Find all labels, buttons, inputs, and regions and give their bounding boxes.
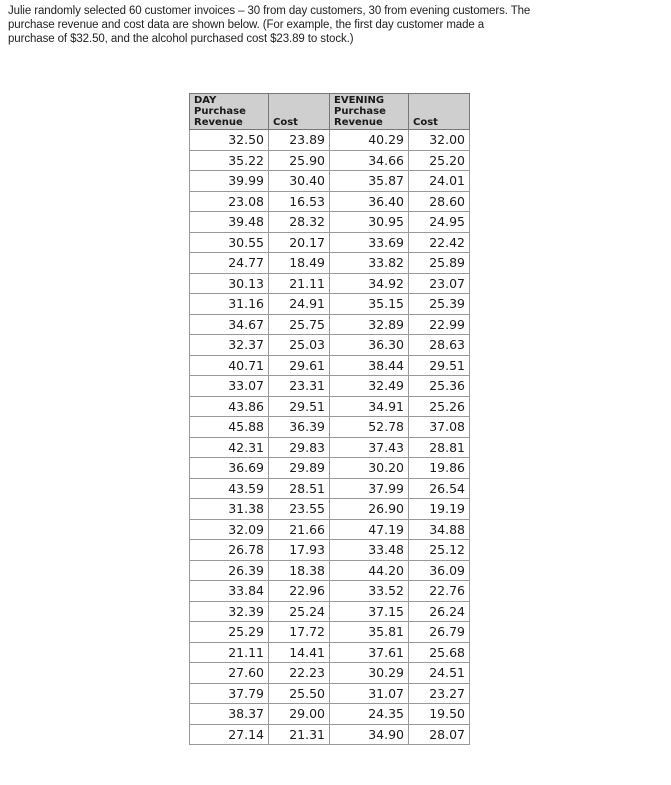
table-row: [190, 232, 470, 253]
table-row: [190, 704, 470, 725]
evening-revenue-cell: 35.81: [330, 622, 409, 643]
evening-cost-cell: 25.39: [409, 294, 470, 315]
evening-revenue-cell: 37.43: [330, 437, 409, 458]
day-revenue-cell: 27.14: [190, 724, 269, 745]
day-revenue-cell: 31.38: [190, 499, 269, 520]
day-cost-cell: 25.50: [269, 683, 330, 704]
day-revenue-cell: 39.48: [190, 212, 269, 233]
day-cost-cell: 21.31: [269, 724, 330, 745]
header-day-revenue: [190, 94, 269, 130]
header-day-cost: [269, 94, 330, 130]
day-revenue-cell: 40.71: [190, 355, 269, 376]
day-revenue-cell: 27.60: [190, 663, 269, 684]
day-cost-cell: 23.55: [269, 499, 330, 520]
intro-line-2: purchase revenue and cost data are shown below. (For example, the first day customer made a: [8, 19, 485, 31]
evening-revenue-cell: 37.99: [330, 478, 409, 499]
evening-revenue-cell: 24.35: [330, 704, 409, 725]
evening-revenue-cell: 38.44: [330, 355, 409, 376]
day-revenue-cell: 32.50: [190, 130, 269, 151]
table-row: [190, 663, 470, 684]
evening-cost-cell: 25.26: [409, 396, 470, 417]
table-row: [190, 601, 470, 622]
day-revenue-cell: 23.08: [190, 191, 269, 212]
evening-cost-cell: 29.51: [409, 355, 470, 376]
header-day-group-label: DAY: [194, 95, 217, 106]
evening-revenue-cell: 34.66: [330, 150, 409, 171]
day-cost-cell: 36.39: [269, 417, 330, 438]
evening-cost-cell: 37.08: [409, 417, 470, 438]
day-cost-cell: 14.41: [269, 642, 330, 663]
day-cost-cell: 25.24: [269, 601, 330, 622]
evening-revenue-cell: 37.15: [330, 601, 409, 622]
day-cost-cell: 21.11: [269, 273, 330, 294]
day-revenue-cell: 21.11: [190, 642, 269, 663]
evening-cost-cell: 19.86: [409, 458, 470, 479]
table-row: [190, 273, 470, 294]
evening-revenue-cell: 36.30: [330, 335, 409, 356]
intro-paragraph: [8, 4, 668, 46]
day-revenue-cell: 34.67: [190, 314, 269, 335]
day-cost-cell: 28.51: [269, 478, 330, 499]
table-row: [190, 499, 470, 520]
evening-cost-cell: 26.24: [409, 601, 470, 622]
evening-cost-cell: 36.09: [409, 560, 470, 581]
table-row: [190, 253, 470, 274]
evening-revenue-cell: 31.07: [330, 683, 409, 704]
header-evening-revenue: [330, 94, 409, 130]
table-row: [190, 191, 470, 212]
day-cost-cell: 18.38: [269, 560, 330, 581]
evening-cost-cell: 28.63: [409, 335, 470, 356]
day-revenue-cell: 25.29: [190, 622, 269, 643]
evening-revenue-cell: 44.20: [330, 560, 409, 581]
table-row: [190, 478, 470, 499]
evening-cost-cell: 28.60: [409, 191, 470, 212]
day-revenue-cell: 31.16: [190, 294, 269, 315]
evening-revenue-cell: 30.29: [330, 663, 409, 684]
day-cost-cell: 23.31: [269, 376, 330, 397]
evening-revenue-cell: 35.87: [330, 171, 409, 192]
evening-cost-cell: 22.42: [409, 232, 470, 253]
evening-cost-cell: 23.07: [409, 273, 470, 294]
evening-revenue-cell: 36.40: [330, 191, 409, 212]
evening-revenue-cell: 33.82: [330, 253, 409, 274]
invoice-table-container: [189, 93, 470, 745]
table-row: [190, 417, 470, 438]
intro-line-1: Julie randomly selected 60 customer invoices – 30 from day customers, 30 from evening customers. The: [8, 5, 531, 17]
header-evening-cost: [409, 94, 470, 130]
evening-revenue-cell: 30.20: [330, 458, 409, 479]
day-cost-cell: 22.23: [269, 663, 330, 684]
day-revenue-cell: 35.22: [190, 150, 269, 171]
evening-cost-cell: 26.54: [409, 478, 470, 499]
day-revenue-cell: 33.07: [190, 376, 269, 397]
day-cost-cell: 23.89: [269, 130, 330, 151]
evening-revenue-cell: 34.92: [330, 273, 409, 294]
header-day-revenue-line2: Revenue: [194, 117, 243, 128]
day-cost-cell: 18.49: [269, 253, 330, 274]
day-cost-cell: 28.32: [269, 212, 330, 233]
day-revenue-cell: 45.88: [190, 417, 269, 438]
day-cost-cell: 24.91: [269, 294, 330, 315]
evening-cost-cell: 34.88: [409, 519, 470, 540]
evening-cost-cell: 26.79: [409, 622, 470, 643]
table-row: [190, 683, 470, 704]
table-row: [190, 622, 470, 643]
table-row: [190, 540, 470, 561]
evening-cost-cell: 24.51: [409, 663, 470, 684]
day-revenue-cell: 36.69: [190, 458, 269, 479]
day-cost-cell: 30.40: [269, 171, 330, 192]
day-cost-cell: 29.51: [269, 396, 330, 417]
day-revenue-cell: 32.37: [190, 335, 269, 356]
evening-cost-cell: 22.99: [409, 314, 470, 335]
header-evening-revenue-line2: Revenue: [334, 117, 383, 128]
day-cost-cell: 29.61: [269, 355, 330, 376]
evening-revenue-cell: 30.95: [330, 212, 409, 233]
header-evening-revenue-line1: Purchase: [334, 106, 386, 117]
table-row: [190, 437, 470, 458]
evening-revenue-cell: 33.69: [330, 232, 409, 253]
evening-revenue-cell: 34.91: [330, 396, 409, 417]
evening-cost-cell: 28.81: [409, 437, 470, 458]
evening-revenue-cell: 34.90: [330, 724, 409, 745]
table-row: [190, 314, 470, 335]
evening-cost-cell: 28.07: [409, 724, 470, 745]
table-row: [190, 376, 470, 397]
day-revenue-cell: 32.09: [190, 519, 269, 540]
day-revenue-cell: 26.39: [190, 560, 269, 581]
day-cost-cell: 29.89: [269, 458, 330, 479]
day-cost-cell: 21.66: [269, 519, 330, 540]
day-cost-cell: 20.17: [269, 232, 330, 253]
table-row: [190, 355, 470, 376]
evening-cost-cell: 25.36: [409, 376, 470, 397]
day-cost-cell: 16.53: [269, 191, 330, 212]
day-revenue-cell: 26.78: [190, 540, 269, 561]
invoice-table: [189, 93, 470, 745]
day-revenue-cell: 37.79: [190, 683, 269, 704]
day-cost-cell: 25.75: [269, 314, 330, 335]
day-cost-cell: 25.90: [269, 150, 330, 171]
evening-cost-cell: 25.68: [409, 642, 470, 663]
day-revenue-cell: 42.31: [190, 437, 269, 458]
day-cost-cell: 29.83: [269, 437, 330, 458]
evening-cost-cell: 24.95: [409, 212, 470, 233]
table-row: [190, 724, 470, 745]
day-revenue-cell: 24.77: [190, 253, 269, 274]
header-row: [190, 94, 470, 130]
table-row: [190, 130, 470, 151]
header-day-revenue-line1: Purchase: [194, 106, 246, 117]
evening-revenue-cell: 33.48: [330, 540, 409, 561]
evening-cost-cell: 25.89: [409, 253, 470, 274]
evening-cost-cell: 25.12: [409, 540, 470, 561]
evening-cost-cell: 22.76: [409, 581, 470, 602]
day-revenue-cell: 39.99: [190, 171, 269, 192]
evening-revenue-cell: 35.15: [330, 294, 409, 315]
evening-revenue-cell: 32.89: [330, 314, 409, 335]
table-row: [190, 150, 470, 171]
table-header: [190, 94, 470, 130]
evening-cost-cell: 23.27: [409, 683, 470, 704]
evening-cost-cell: 19.50: [409, 704, 470, 725]
evening-revenue-cell: 40.29: [330, 130, 409, 151]
day-revenue-cell: 30.55: [190, 232, 269, 253]
table-row: [190, 335, 470, 356]
evening-cost-cell: 32.00: [409, 130, 470, 151]
evening-revenue-cell: 37.61: [330, 642, 409, 663]
evening-revenue-cell: 47.19: [330, 519, 409, 540]
day-cost-cell: 17.72: [269, 622, 330, 643]
evening-cost-cell: 25.20: [409, 150, 470, 171]
day-revenue-cell: 38.37: [190, 704, 269, 725]
day-cost-cell: 22.96: [269, 581, 330, 602]
evening-revenue-cell: 32.49: [330, 376, 409, 397]
table-row: [190, 560, 470, 581]
header-evening-group-label: EVENING: [334, 95, 385, 106]
day-revenue-cell: 43.86: [190, 396, 269, 417]
evening-cost-cell: 24.01: [409, 171, 470, 192]
table-row: [190, 294, 470, 315]
table-row: [190, 171, 470, 192]
table-body: [190, 130, 470, 745]
evening-cost-cell: 19.19: [409, 499, 470, 520]
header-day-cost-label: Cost: [273, 117, 298, 128]
evening-revenue-cell: 33.52: [330, 581, 409, 602]
table-row: [190, 212, 470, 233]
table-row: [190, 519, 470, 540]
day-revenue-cell: 32.39: [190, 601, 269, 622]
day-revenue-cell: 43.59: [190, 478, 269, 499]
table-row: [190, 581, 470, 602]
table-row: [190, 458, 470, 479]
day-revenue-cell: 33.84: [190, 581, 269, 602]
day-cost-cell: 29.00: [269, 704, 330, 725]
header-evening-cost-label: Cost: [413, 117, 438, 128]
day-cost-cell: 17.93: [269, 540, 330, 561]
table-row: [190, 396, 470, 417]
evening-revenue-cell: 26.90: [330, 499, 409, 520]
day-cost-cell: 25.03: [269, 335, 330, 356]
evening-revenue-cell: 52.78: [330, 417, 409, 438]
day-revenue-cell: 30.13: [190, 273, 269, 294]
table-row: [190, 642, 470, 663]
intro-line-3: purchase of $32.50, and the alcohol purchased cost $23.89 to stock.): [8, 33, 354, 45]
